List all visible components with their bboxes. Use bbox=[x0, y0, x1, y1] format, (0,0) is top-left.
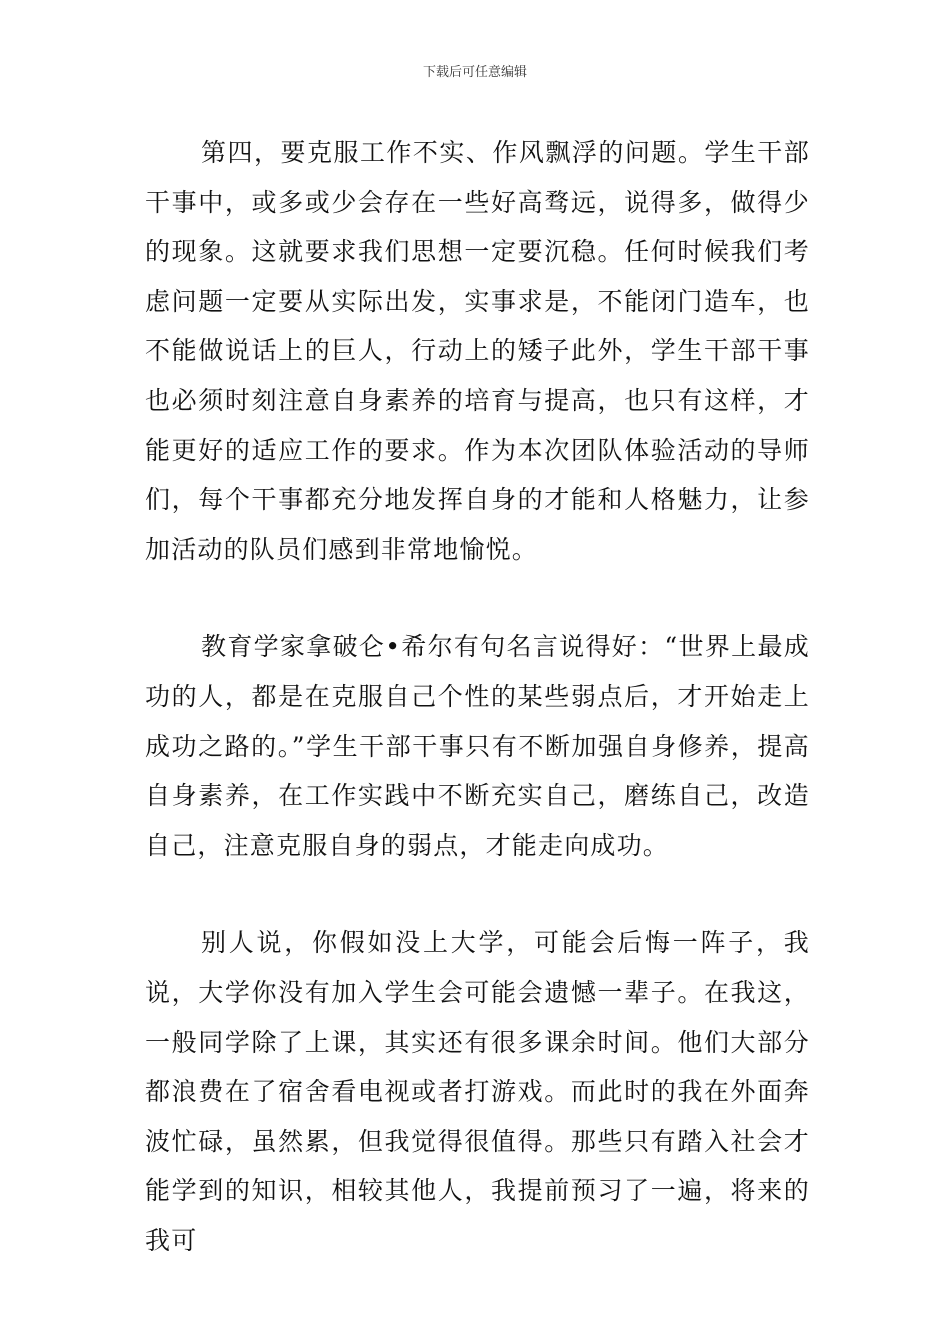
paragraph-2: 教育学家拿破仑•希尔有句名言说得好：“世界上最成功的人，都是在克服自己个性的某些弱点后，才开始走上成功之路的。”学生干部干事只有不断加强自身修养，提高自身素养，在工作实践中不断充实自己，磨练自己，改造自己，注意克服自身的弱点，才能走向成功。 bbox=[145, 632, 810, 860]
paragraph-3: 别人说，你假如没上大学，可能会后悔一阵子，我说，大学你没有加入学生会可能会遗憾一辈子。在我这，一般同学除了上课，其实还有很多课余时间。他们大部分都浪费在了宿舍看电视或者打游戏。而此时的我在外面奔波忙碌，虽然累，但我觉得很值得。那些只有踏入社会才能学到的知识，相较其他人，我提前预习了一遍，将来的我可 bbox=[145, 928, 810, 1255]
page-header-note: 下载后可任意编辑 bbox=[422, 65, 527, 80]
paragraph-1: 第四，要克服工作不实、作风飘浮的问题。学生干部干事中，或多或少会存在一些好高骛远，说得多，做得少的现象。这就要求我们思想一定要沉稳。任何时候我们考虑问题一定要从实际出发，实事求是，不能闭门造车，也不能做说话上的巨人，行动上的矮子此外，学生干部干事也必须时刻注意自身素养的培育与提高，也只有这样，才能更好的适应工作的要求。作为本次团队体验活动的导师们，每个干事都充分地发挥自身的才能和人格魅力，让参加活动的队员们感到非常地愉悦。 bbox=[145, 138, 810, 564]
document-body bbox=[145, 128, 810, 1265]
